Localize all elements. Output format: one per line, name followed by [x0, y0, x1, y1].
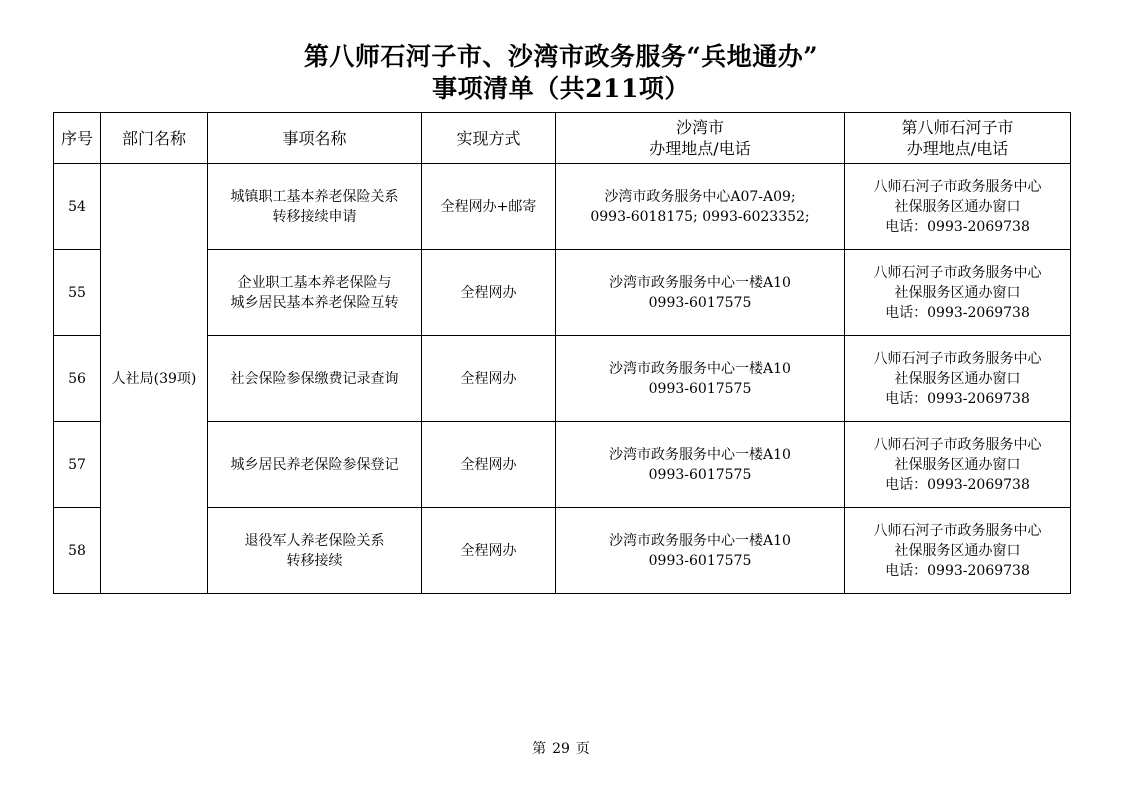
row-shihezi-line: 社保服务区通办窗口: [894, 456, 1021, 473]
row-shihezi: [845, 336, 1071, 422]
row-seq: 57: [54, 422, 101, 508]
row-item: [208, 164, 422, 250]
row-shihezi: [845, 250, 1071, 336]
header-shawan-line1: 沙湾市: [675, 118, 724, 137]
row-shawan-line: 0993-6017575: [648, 294, 752, 311]
row-method: 全程网办: [422, 336, 556, 422]
row-shihezi: [845, 164, 1071, 250]
row-shihezi: [845, 422, 1071, 508]
header-item: 事项名称: [208, 113, 422, 164]
row-shawan-line: 0993-6017575: [648, 552, 752, 569]
header-shawan-line2: 办理地点/电话: [649, 139, 751, 158]
header-seq: 序号: [54, 113, 101, 164]
page-number: 29: [552, 741, 570, 757]
row-shawan-line: 0993-6017575: [648, 466, 752, 483]
row-shawan-line: 沙湾市政务服务中心一楼A10: [609, 360, 791, 377]
row-seq: 56: [54, 336, 101, 422]
header-shihezi-line2: 办理地点/电话: [906, 139, 1009, 158]
row-item: [208, 336, 422, 422]
row-shihezi: [845, 508, 1071, 594]
row-seq: 55: [54, 250, 101, 336]
page-footer: [0, 738, 1122, 758]
row-item-line: 转移接续: [286, 552, 343, 569]
row-item-line: 转移接续申请: [272, 208, 357, 225]
header-dept: 部门名称: [101, 113, 208, 164]
row-item-line: 社会保险参保缴费记录查询: [230, 370, 399, 387]
service-items-table: [53, 112, 1071, 594]
row-item: [208, 508, 422, 594]
row-shihezi-line: 社保服务区通办窗口: [894, 370, 1021, 387]
row-method: 全程网办: [422, 422, 556, 508]
row-shawan: [556, 164, 845, 250]
header-shihezi: [845, 113, 1071, 164]
row-shihezi-line: 社保服务区通办窗口: [894, 284, 1021, 301]
row-item-line: 企业职工基本养老保险与: [237, 274, 392, 291]
row-shihezi-line: 八师石河子市政务服务中心: [873, 264, 1042, 281]
row-shawan-line: 沙湾市政务服务中心一楼A10: [609, 532, 791, 549]
row-shawan-line: 0993-6018175; 0993-6023352;: [590, 208, 810, 225]
row-item-line: 城乡居民养老保险参保登记: [230, 456, 399, 473]
header-shihezi-line1: 第八师石河子市: [901, 118, 1014, 137]
row-shihezi-line: 八师石河子市政务服务中心: [873, 436, 1042, 453]
table-header-row: [54, 113, 1071, 164]
row-item-line: 退役军人养老保险关系: [244, 532, 385, 549]
row-method: 全程网办+邮寄: [422, 164, 556, 250]
table-row: [54, 164, 1071, 250]
header-shawan: [556, 113, 845, 164]
row-shawan-line: 沙湾市政务服务中心一楼A10: [609, 274, 791, 291]
row-shawan-line: 沙湾市政务服务中心一楼A10: [609, 446, 791, 463]
header-method: 实现方式: [422, 113, 556, 164]
row-item-line: 城乡居民基本养老保险互转: [230, 294, 399, 311]
row-shihezi-line: 八师石河子市政务服务中心: [873, 350, 1042, 367]
row-shawan: [556, 508, 845, 594]
row-shihezi-line: 电话：0993-2069738: [885, 218, 1030, 235]
row-item: [208, 250, 422, 336]
row-shawan: [556, 336, 845, 422]
row-method: 全程网办: [422, 508, 556, 594]
document-title-line1: 第八师石河子市、沙湾市政务服务“兵地通办”: [303, 42, 819, 71]
row-method: 全程网办: [422, 250, 556, 336]
row-item: [208, 422, 422, 508]
row-shawan-line: 沙湾市政务服务中心A07-A09;: [604, 188, 796, 205]
page-label-suffix: 页: [575, 741, 590, 757]
row-shihezi-line: 电话：0993-2069738: [885, 304, 1030, 321]
row-seq: 54: [54, 164, 101, 250]
row-shihezi-line: 八师石河子市政务服务中心: [873, 178, 1042, 195]
row-shihezi-line: 电话：0993-2069738: [885, 390, 1030, 407]
row-shihezi-line: 电话：0993-2069738: [885, 562, 1030, 579]
row-seq: 58: [54, 508, 101, 594]
page-label-prefix: 第: [532, 741, 547, 757]
row-shawan-line: 0993-6017575: [648, 380, 752, 397]
row-shihezi-line: 社保服务区通办窗口: [894, 198, 1021, 215]
row-shihezi-line: 社保服务区通办窗口: [894, 542, 1021, 559]
row-item-line: 城镇职工基本养老保险关系: [230, 188, 399, 205]
row-shawan: [556, 422, 845, 508]
department-cell: 人社局(39项): [101, 164, 208, 594]
row-shihezi-line: 电话：0993-2069738: [885, 476, 1030, 493]
row-shihezi-line: 八师石河子市政务服务中心: [873, 522, 1042, 539]
row-shawan: [556, 250, 845, 336]
document-title-line2: 事项清单（共211项）: [432, 74, 690, 103]
